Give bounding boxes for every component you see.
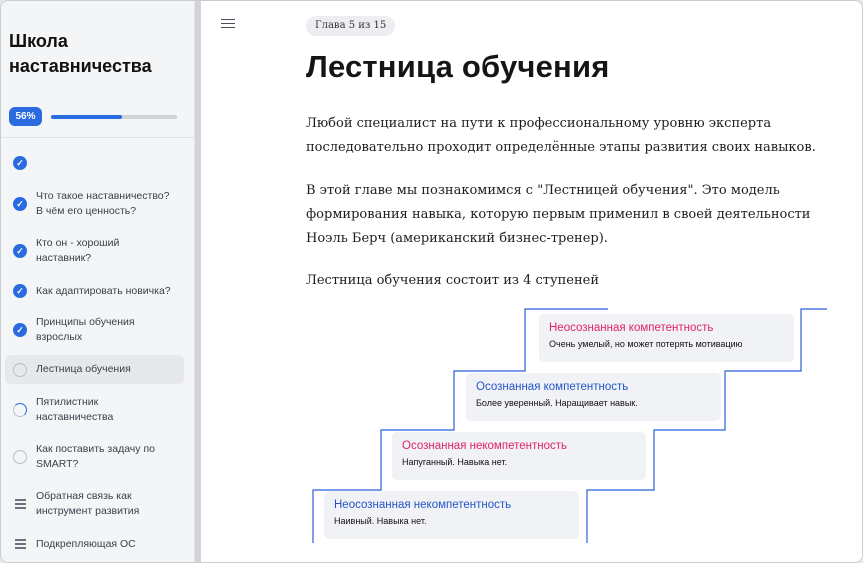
partial-progress-icon xyxy=(13,403,27,417)
sidebar-item-label: Принципы обучения взрослых xyxy=(36,316,135,343)
progress-bar-fill xyxy=(51,115,122,119)
learning-ladder-diagram xyxy=(306,301,836,546)
step-title: Осознанная компетентность xyxy=(476,381,629,393)
course-sidebar xyxy=(1,1,195,563)
step-description: Наивный. Навыка нет. xyxy=(334,516,427,526)
sidebar-item-reinforcing-feedback[interactable] xyxy=(5,535,184,553)
check-circle-icon: ✓ xyxy=(13,284,27,298)
sidebar-item-feedback[interactable] xyxy=(5,488,184,520)
sidebar-item-label: Подкрепляющая ОС xyxy=(36,537,136,550)
page-title: Лестница обучения xyxy=(306,49,610,84)
ladder-step-3 xyxy=(466,373,721,421)
sidebar-item-good-mentor[interactable] xyxy=(5,235,184,267)
paragraph-chapter-topic: В этой главе мы познакомимся с "Лестницей обучения". Это модель формирования навыка, которую первым применил в своей деятельности Ноэль Берч (американский бизнес-тренер). xyxy=(306,183,811,246)
in-progress-icon xyxy=(13,363,27,377)
sidebar-item-label: Лестница обучения xyxy=(36,363,131,375)
step-description: Очень умелый, но может потерять мотивацию xyxy=(549,339,743,349)
ladder-step-4 xyxy=(539,314,794,362)
text-lines-icon xyxy=(13,537,27,551)
check-circle-icon: ✓ xyxy=(13,244,27,258)
sidebar-item-1[interactable] xyxy=(5,153,184,173)
sidebar-item-label: Кто он - хороший наставник? xyxy=(36,237,120,264)
check-circle-icon: ✓ xyxy=(13,156,27,170)
sidebar-item-label: Обратная связь как инструмент развития xyxy=(36,490,140,517)
check-circle-icon: ✓ xyxy=(13,197,27,211)
sidebar-item-adult-learning[interactable] xyxy=(5,314,184,346)
sidebar-item-adapt-newcomer[interactable] xyxy=(5,282,184,300)
sidebar-item-smart[interactable] xyxy=(5,441,184,473)
sidebar-item-label: Что такое наставничество? В чём его ценность? xyxy=(36,190,170,217)
step-description: Напуганный. Навыка нет. xyxy=(402,457,508,467)
sidebar-item-five-leaf[interactable] xyxy=(5,394,184,426)
progress-bar xyxy=(51,115,177,119)
ladder-step-2 xyxy=(392,432,646,480)
step-title: Осознанная некомпетентность xyxy=(402,440,567,452)
sidebar-item-label: Как поставить задачу по SMART? xyxy=(36,443,155,470)
empty-circle-icon xyxy=(13,450,27,464)
chapter-badge: Глава 5 из 15 xyxy=(306,16,395,36)
step-title: Неосознанная компетентность xyxy=(549,322,714,334)
step-description: Более уверенный. Наращивает навык. xyxy=(476,398,638,408)
text-lines-icon xyxy=(13,497,27,511)
paragraph-ladder-steps: Лестница обучения состоит из 4 ступеней xyxy=(306,273,600,288)
ladder-step-1 xyxy=(324,491,579,539)
course-title: Школа наставничества xyxy=(9,31,152,76)
sidebar-item-label: Пятилистник наставничества xyxy=(36,396,114,423)
course-progress xyxy=(9,107,177,126)
check-circle-icon: ✓ xyxy=(13,323,27,337)
paragraph-intro: Любой специалист на пути к профессиональному уровню эксперта последовательно проходит определённые этапы развития своих навыков. xyxy=(306,116,816,155)
sidebar-scrollbar[interactable] xyxy=(195,1,201,563)
sidebar-item-what-is-mentoring[interactable] xyxy=(5,188,184,220)
sidebar-item-label: Как адаптировать новичка? xyxy=(36,284,171,297)
sidebar-item-learning-ladder[interactable] xyxy=(5,355,184,384)
menu-toggle-icon[interactable] xyxy=(221,16,235,31)
sidebar-divider xyxy=(1,137,195,138)
step-title: Неосознанная некомпетентность xyxy=(334,499,512,511)
progress-percent-badge: 56% xyxy=(9,107,42,126)
